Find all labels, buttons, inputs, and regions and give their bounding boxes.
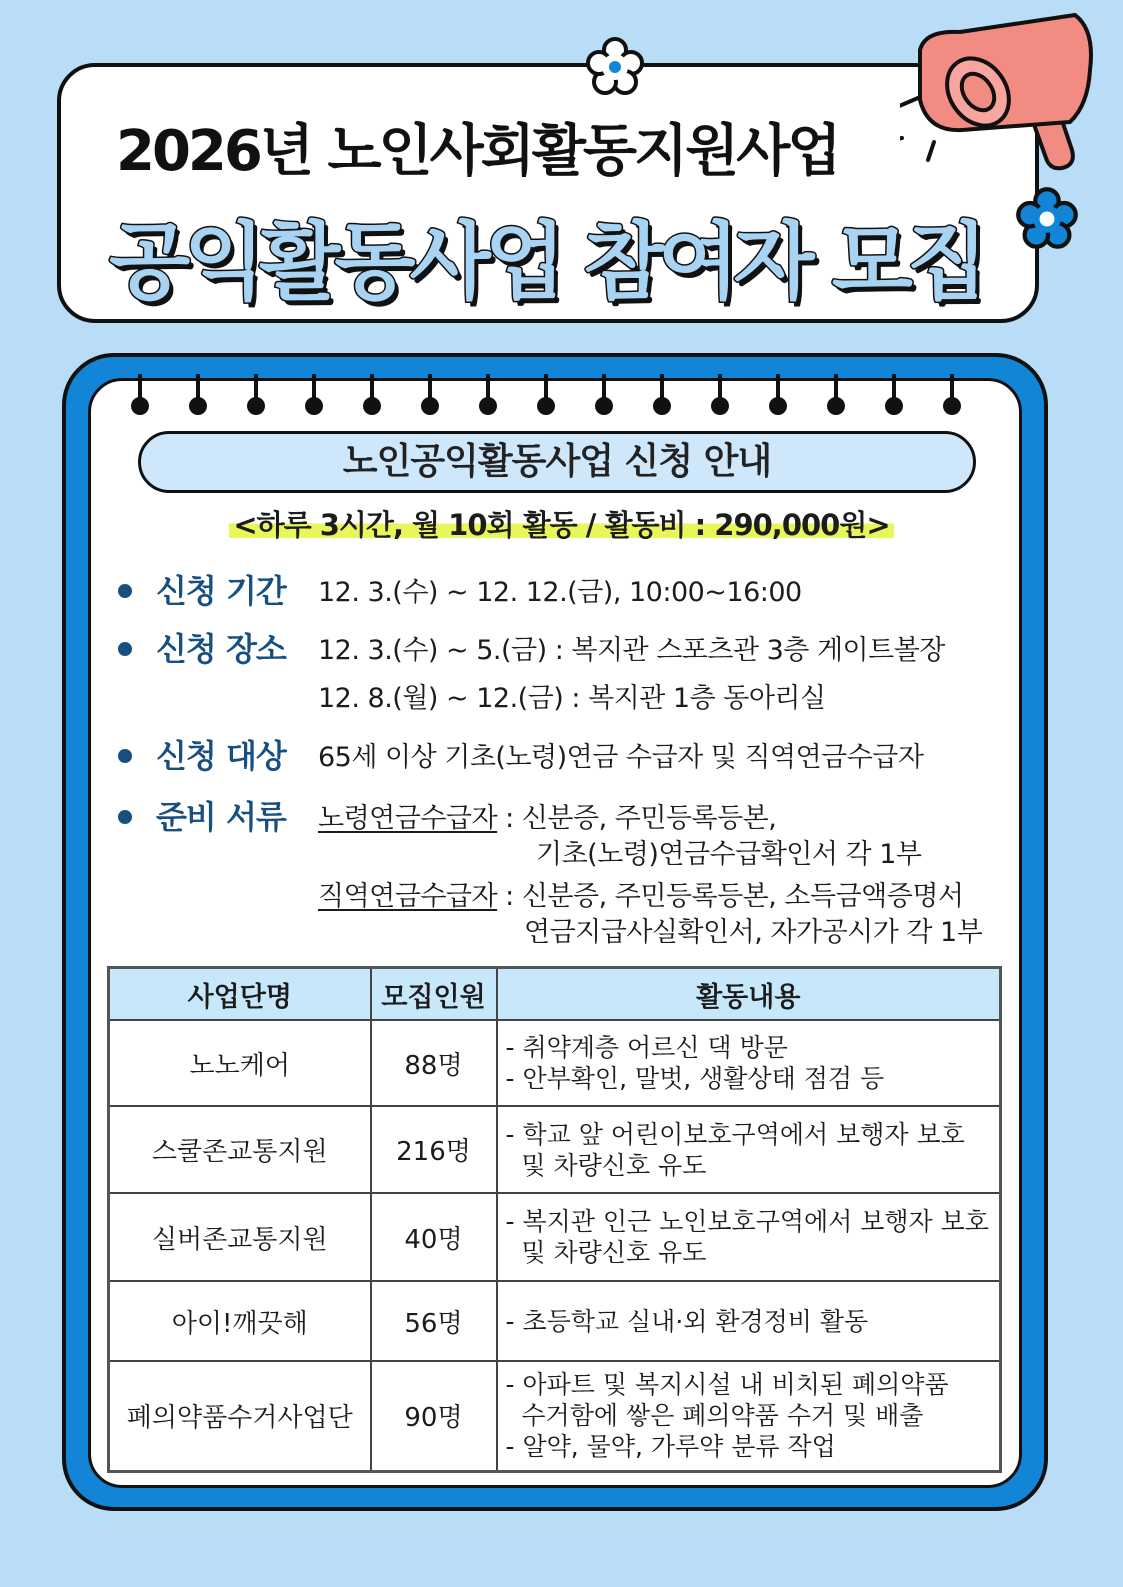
header-card bbox=[57, 63, 1039, 323]
table-header-row bbox=[109, 968, 1001, 1021]
docs-label: 준비 서류 bbox=[156, 798, 286, 836]
row-activity bbox=[497, 1193, 1001, 1281]
table-row bbox=[109, 1106, 1001, 1193]
table-row bbox=[109, 1281, 1001, 1361]
table-row bbox=[109, 1361, 1001, 1471]
bullet-icon bbox=[118, 749, 132, 763]
row-count: 40명 bbox=[371, 1193, 497, 1281]
activity-line: - 알약, 물약, 가루약 분류 작업 bbox=[505, 1432, 836, 1462]
place-value-2: 12. 8.(월) ~ 12.(금) : 복지관 1층 동아리실 bbox=[318, 683, 826, 714]
activity-line: 및 차량신호 유도 bbox=[505, 1238, 707, 1267]
title-main: 공익활동사업 참여자 모집 bbox=[109, 213, 983, 311]
bullet-icon bbox=[118, 642, 132, 656]
table-row bbox=[109, 1020, 1001, 1106]
row-activity bbox=[497, 1020, 1001, 1106]
activity-line: 및 차량신호 유도 bbox=[505, 1150, 707, 1180]
row-activity bbox=[497, 1361, 1001, 1471]
docs-group1-line2: 기초(노령)연금수급확인서 각 1부 bbox=[536, 839, 922, 870]
place-label: 신청 장소 bbox=[156, 630, 286, 668]
notice-heading: 노인공익활동사업 신청 안내 bbox=[138, 431, 976, 493]
target-value: 65세 이상 기초(노령)연금 수급자 및 직역연금수급자 bbox=[318, 742, 924, 773]
notice-subline-text: <하루 3시간, 월 10회 활동 / 활동비 : 290,000원> bbox=[229, 508, 893, 542]
col-header-count: 모집인원 bbox=[371, 968, 497, 1021]
megaphone-icon bbox=[900, 10, 1100, 185]
period-label: 신청 기간 bbox=[156, 572, 286, 610]
row-count: 56명 bbox=[371, 1281, 497, 1361]
docs-group1-line1: : 신분증, 주민등록등본, bbox=[497, 803, 777, 834]
activity-line: - 학교 앞 어린이보호구역에서 보행자 보호 bbox=[505, 1119, 965, 1149]
place-value-1: 12. 3.(수) ~ 5.(금) : 복지관 스포츠관 3층 게이트볼장 bbox=[318, 635, 945, 666]
activity-line: - 복지관 인근 노인보호구역에서 보행자 보호 bbox=[505, 1207, 989, 1236]
row-activity bbox=[497, 1281, 1001, 1361]
bullet-icon bbox=[118, 584, 132, 598]
title-year: 2026년 노인사회활동지원사업 bbox=[116, 119, 839, 184]
activity-line: 수거함에 쌓은 폐의약품 수거 및 배출 bbox=[505, 1401, 924, 1431]
docs-group2-line2: 연금지급사실확인서, 자가공시가 각 1부 bbox=[524, 917, 983, 948]
docs-group1-title: 노령연금수급자 bbox=[318, 803, 498, 834]
docs-group1 bbox=[318, 796, 776, 835]
row-name: 스쿨존교통지원 bbox=[109, 1106, 371, 1193]
period-value: 12. 3.(수) ~ 12. 12.(금), 10:00~16:00 bbox=[318, 577, 802, 608]
row-activity bbox=[497, 1106, 1001, 1193]
docs-group2 bbox=[318, 874, 963, 913]
notice-subline bbox=[0, 503, 1123, 544]
target-label: 신청 대상 bbox=[156, 737, 286, 775]
docs-group2-title: 직역연금수급자 bbox=[318, 881, 498, 912]
col-header-name: 사업단명 bbox=[109, 968, 371, 1021]
row-name: 아이!깨끗해 bbox=[109, 1281, 371, 1361]
row-count: 90명 bbox=[371, 1361, 497, 1471]
row-count: 216명 bbox=[371, 1106, 497, 1193]
table-row bbox=[109, 1193, 1001, 1281]
recruit-table bbox=[107, 966, 1002, 1473]
activity-line: - 안부확인, 말벗, 생활상태 점검 등 bbox=[505, 1064, 885, 1093]
activity-line: - 취약계층 어르신 댁 방문 bbox=[505, 1033, 788, 1062]
activity-line: - 아파트 및 복지시설 내 비치된 폐의약품 bbox=[505, 1370, 949, 1400]
row-count: 88명 bbox=[371, 1020, 497, 1106]
docs-group2-line1: : 신분증, 주민등록등본, 소득금액증명서 bbox=[497, 881, 964, 912]
col-header-activity: 활동내용 bbox=[497, 968, 1001, 1021]
bullet-icon bbox=[118, 810, 132, 824]
activity-line: - 초등학교 실내·외 환경정비 활동 bbox=[505, 1306, 869, 1336]
row-name: 폐의약품수거사업단 bbox=[109, 1361, 371, 1471]
flower-icon bbox=[1014, 186, 1080, 252]
row-name: 노노케어 bbox=[109, 1020, 371, 1106]
binder-rings bbox=[130, 374, 970, 418]
flower-icon bbox=[584, 36, 646, 98]
row-name: 실버존교통지원 bbox=[109, 1193, 371, 1281]
